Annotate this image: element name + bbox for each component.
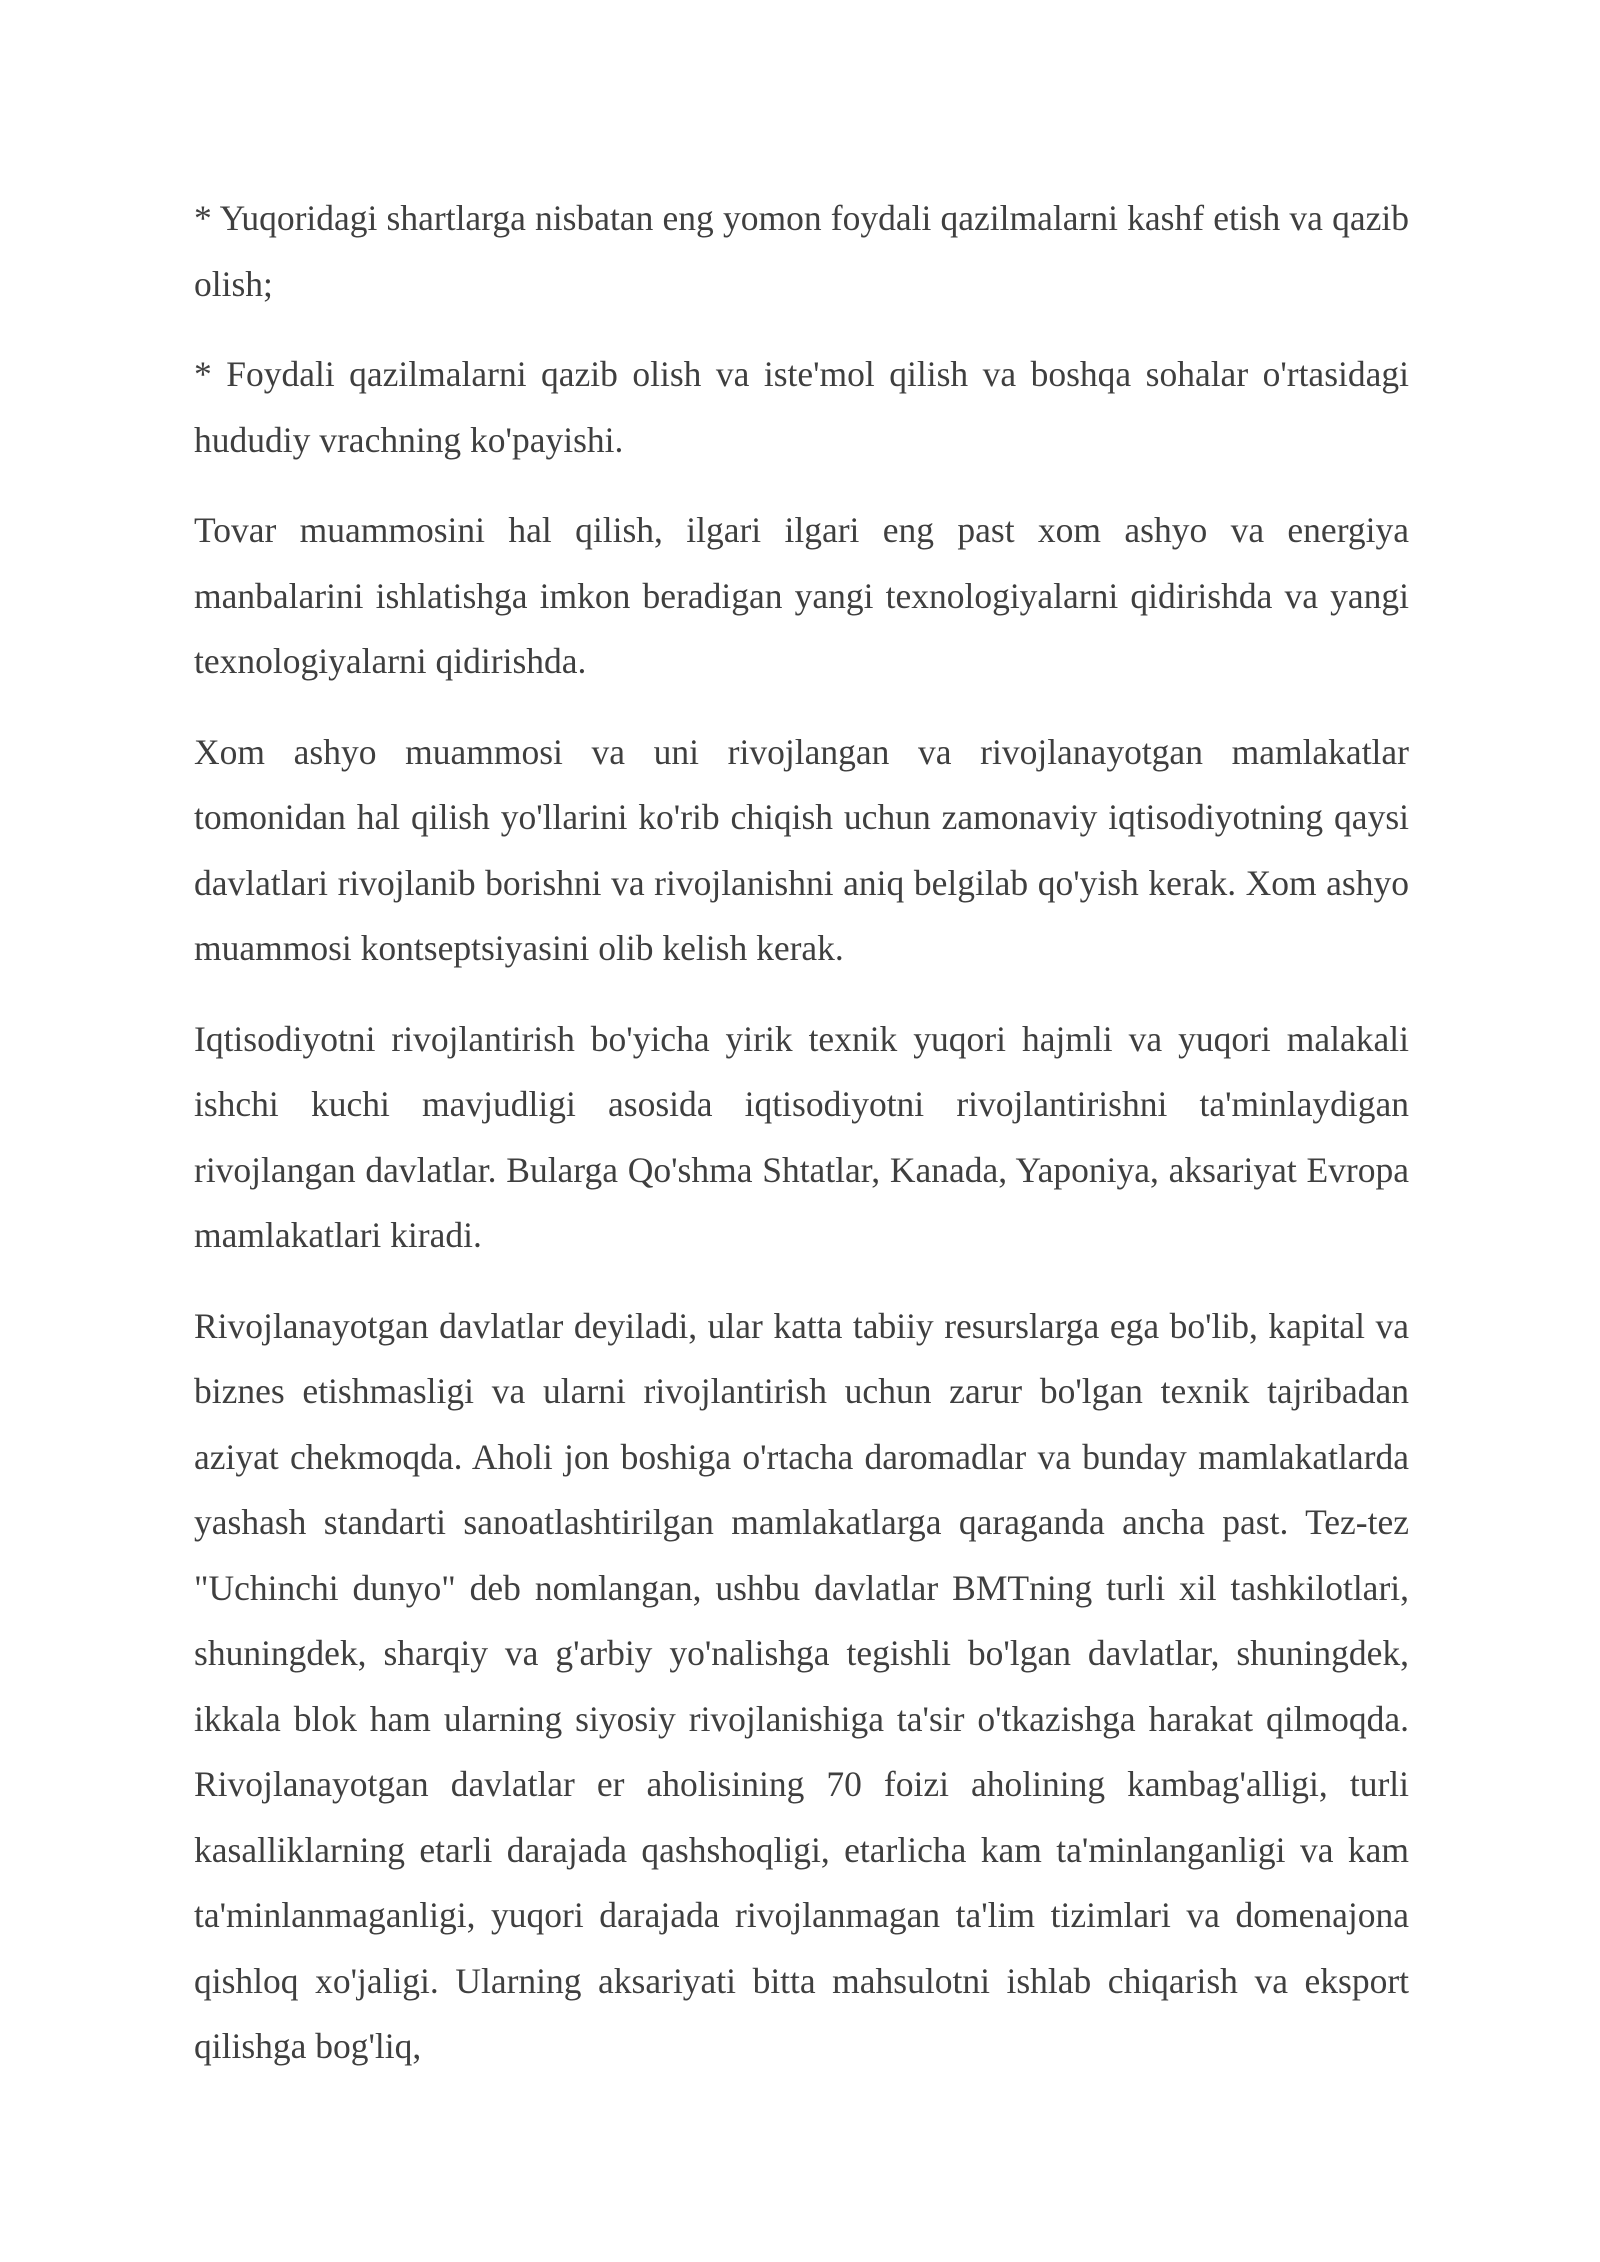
document-page	[194, 186, 1409, 2105]
paragraph-iqtisodiyot: Iqtisodiyotni rivojlantirish bo'yicha yirik texnik yuqori hajmli va yuqori malakali ishchi kuchi mavjudligi asosida iqtisodiyotni rivojlantirishni ta'minlaydigan rivojlangan davlatlar. Bularga Qo'shma Shtatlar, Kanada, Yaponiya, aksariyat Evropa mamlakatlari kiradi.	[194, 1018, 1409, 1255]
paragraph-tovar: Tovar muammosini hal qilish, ilgari ilgari eng past xom ashyo va energiya manbalarini ishlatishga imkon beradigan yangi texnologiyalarni qidirishda va yangi texnologiyalarni qidirishda.	[194, 510, 1409, 681]
paragraph-xom-ashyo: Xom ashyo muammosi va uni rivojlangan va rivojlanayotgan mamlakatlar tomonidan hal qilish yo'llarini ko'rib chiqish uchun zamonaviy iqtisodiyotning qaysi davlatlari rivojlanib borishni va rivojlanishni aniq belgilab qo'yish kerak. Xom ashyo muammosi kontseptsiyasini olib kelish kerak.	[194, 731, 1409, 968]
paragraph-rivojlanayotgan: Rivojlanayotgan davlatlar deyiladi, ular katta tabiiy resurslarga ega bo'lib, kapital va biznes etishmasligi va ularni rivojlantirish uchun zarur bo'lgan texnik tajribadan aziyat chekmoqda. Aholi jon boshiga o'rtacha daromadlar va bunday mamlakatlarda yashash standarti sanoatlashtirilgan mamlakatlarga qaraganda ancha past. Tez-tez "Uchinchi dunyo" deb nomlangan, ushbu davlatlar BMTning turli xil tashkilotlari, shuningdek, sharqiy va g'arbiy yo'nalishga tegishli bo'lgan davlatlar, shuningdek, ikkala blok ham ularning siyosiy rivojlanishiga ta'sir o'tkazishga harakat qilmoqda. Rivojlanayotgan davlatlar er aholisining 70 foizi aholining kambag'alligi, turli kasalliklarning etarli darajada qashshoqligi, etarlicha kam ta'minlanganligi va kam ta'minlanmaganligi, yuqori darajada rivojlanmagan ta'lim tizimlari va domenajona qishloq xo'jaligi. Ularning aksariyati bitta mahsulotni ishlab chiqarish va eksport qilishga bog'liq,	[194, 1305, 1409, 2066]
paragraph-bullet-1: * Yuqoridagi shartlarga nisbatan eng yomon foydali qazilmalarni kashf etish va qazib olish;	[194, 198, 1409, 304]
paragraph-bullet-2: * Foydali qazilmalarni qazib olish va iste'mol qilish va boshqa sohalar o'rtasidagi hududiy vrachning ko'payishi.	[194, 354, 1409, 460]
